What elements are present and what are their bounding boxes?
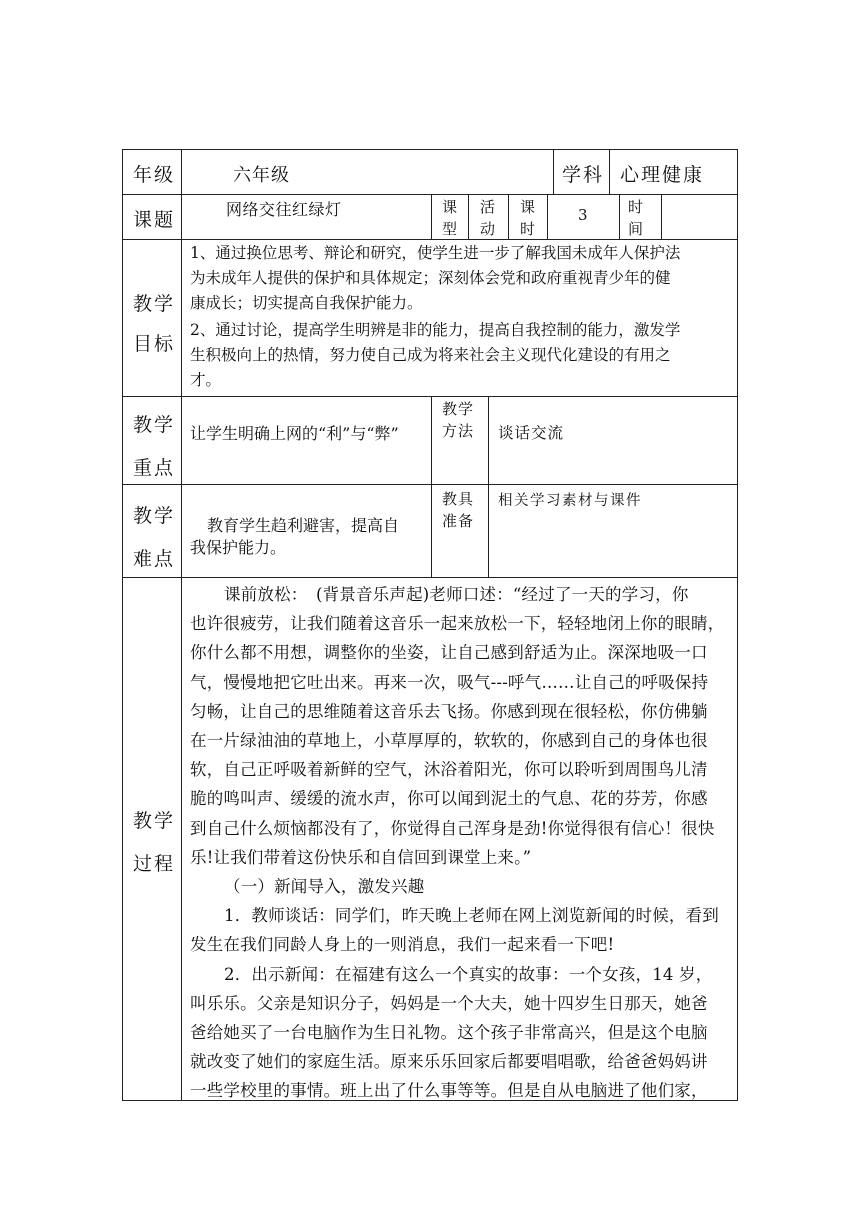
objectives-line: 康成长；切实提高自我保护能力。 bbox=[190, 294, 423, 312]
method-label-2: 方法 bbox=[442, 422, 475, 440]
objectives-label-1: 教学 bbox=[133, 293, 176, 315]
table-border-right bbox=[737, 149, 738, 1101]
lesson-type-value-1: 活 bbox=[480, 198, 499, 216]
subject-label: 学科 bbox=[562, 164, 605, 186]
process-line: 乐!让我们带着这份快乐和自信回到课堂上来。” bbox=[190, 847, 532, 867]
tools-label-1: 教具 bbox=[442, 490, 475, 508]
col-divider bbox=[619, 194, 620, 240]
process-line: 2．出示新闻：在福建有这么一个真实的故事：一个女孩，14 岁， bbox=[224, 964, 713, 984]
col-divider bbox=[431, 194, 432, 240]
col-divider bbox=[488, 396, 489, 578]
objectives-line: 才。 bbox=[190, 371, 222, 389]
col-divider bbox=[508, 194, 509, 240]
row-divider bbox=[122, 577, 738, 578]
table-border-top bbox=[122, 149, 738, 150]
objectives-label-2: 目标 bbox=[133, 333, 176, 355]
row-divider bbox=[122, 484, 738, 485]
process-line: 脆的鸣叫声、缓缓的流水声，你可以闻到泥土的气息、花的芬芳，你感 bbox=[190, 789, 708, 809]
process-label-2: 过程 bbox=[133, 853, 176, 875]
lesson-type-value-2: 动 bbox=[480, 220, 499, 238]
periods-value: 3 bbox=[578, 206, 588, 224]
label-column-divider bbox=[181, 149, 182, 1101]
objectives-line: 1、通过换位思考、辩论和研究，使学生进一步了解我国未成年人保护法 bbox=[190, 244, 681, 262]
time-label-2: 间 bbox=[628, 220, 647, 238]
objectives-line: 生积极向上的热情，努力使自己成为将来社会主义现代化建设的有用之 bbox=[190, 346, 671, 364]
key-points-value: 让学生明确上网的“利”与“弊” bbox=[190, 424, 399, 443]
col-divider bbox=[468, 194, 469, 240]
method-label-1: 教学 bbox=[442, 400, 475, 418]
process-line: 软，自己正呼吸着新鲜的空气，沐浴着阳光，你可以聆听到周围鸟儿清 bbox=[190, 760, 708, 780]
process-line: 叫乐乐。父亲是知识分子，妈妈是一个大夫，她十四岁生日那天，她爸 bbox=[190, 993, 708, 1013]
process-text bbox=[190, 580, 724, 1106]
grade-label: 年级 bbox=[133, 164, 176, 186]
process-line: 在一片绿油油的草地上，小草厚厚的，软软的，你感到自己的身体也很 bbox=[190, 731, 708, 751]
objectives-line: 为未成年人提供的保护和具体规定；深刻体会党和政府重视青少年的健 bbox=[190, 269, 671, 287]
objectives-text bbox=[190, 242, 680, 394]
row-divider bbox=[122, 396, 738, 397]
difficulties-label-2: 难点 bbox=[133, 548, 176, 570]
process-line: 一些学校里的事情。班上出了什么事等等。但是自从电脑进了他们家， bbox=[190, 1081, 708, 1101]
process-line: 你什么都不用想，调整你的坐姿，让自己感到舒适为止。深深地吸一口 bbox=[190, 643, 708, 663]
col-divider bbox=[609, 149, 610, 195]
tools-value: 相关学习素材与课件 bbox=[498, 493, 642, 509]
row-divider bbox=[122, 194, 738, 195]
process-line: 匀畅，让自己的思维随着这音乐去飞扬。你感到现在很轻松，你仿佛躺 bbox=[190, 701, 708, 721]
periods-label-1: 课 bbox=[520, 198, 539, 216]
process-line: 到自己什么烦恼都没有了，你觉得自己浑身是劲!你觉得很有信心！很快 bbox=[190, 818, 715, 838]
difficulties-value-1: 教育学生趋利避害，提高自 bbox=[207, 516, 400, 535]
objectives-line: 2、通过讨论，提高学生明辨是非的能力，提高自我控制的能力，激发学 bbox=[190, 321, 681, 339]
process-section-heading: （一）新闻导入，激发兴趣 bbox=[224, 877, 425, 897]
method-value: 谈话交流 bbox=[498, 424, 565, 442]
difficulties-value-2: 我保护能力。 bbox=[190, 538, 287, 557]
key-points-label-2: 重点 bbox=[133, 457, 176, 479]
grade-value: 六年级 bbox=[233, 165, 290, 186]
process-line: 发生在我们同龄人身上的一则消息，我们一起来看一下吧! bbox=[190, 935, 615, 955]
table-border-left bbox=[122, 149, 123, 1101]
process-line: 气，慢慢地把它吐出来。再来一次，吸气---呼气……让自己的呼吸保持 bbox=[190, 672, 709, 692]
process-label-1: 教学 bbox=[133, 810, 176, 832]
process-line: 1．教师谈话：同学们，昨天晚上老师在网上浏览新闻的时候，看到 bbox=[224, 906, 719, 926]
col-divider bbox=[553, 149, 554, 195]
periods-label-2: 时 bbox=[520, 220, 539, 238]
process-line: 也许很疲劳，让我们随着这音乐一起来放松一下，轻轻地闭上你的眼睛， bbox=[190, 614, 725, 634]
time-label-1: 时 bbox=[628, 198, 647, 216]
lesson-type-label-2: 型 bbox=[442, 220, 461, 238]
lesson-type-label-1: 课 bbox=[442, 198, 461, 216]
col-divider bbox=[547, 194, 548, 240]
difficulties-label-1: 教学 bbox=[133, 505, 176, 527]
topic-label: 课题 bbox=[133, 209, 176, 231]
col-divider bbox=[431, 396, 432, 578]
topic-value: 网络交往红绿灯 bbox=[226, 200, 342, 219]
process-line: 课前放松： (背景音乐声起)老师口述：“经过了一天的学习，你 bbox=[224, 585, 689, 604]
key-points-label-1: 教学 bbox=[133, 414, 176, 436]
process-line: 爸给她买了一台电脑作为生日礼物。这个孩子非常高兴，但是这个电脑 bbox=[190, 1023, 708, 1043]
process-line: 就改变了她们的家庭生活。原来乐乐回家后都要唱唱歌，给爸爸妈妈讲 bbox=[190, 1052, 708, 1072]
tools-label-2: 准备 bbox=[442, 512, 475, 530]
col-divider bbox=[661, 194, 662, 240]
subject-value: 心理健康 bbox=[620, 164, 705, 186]
